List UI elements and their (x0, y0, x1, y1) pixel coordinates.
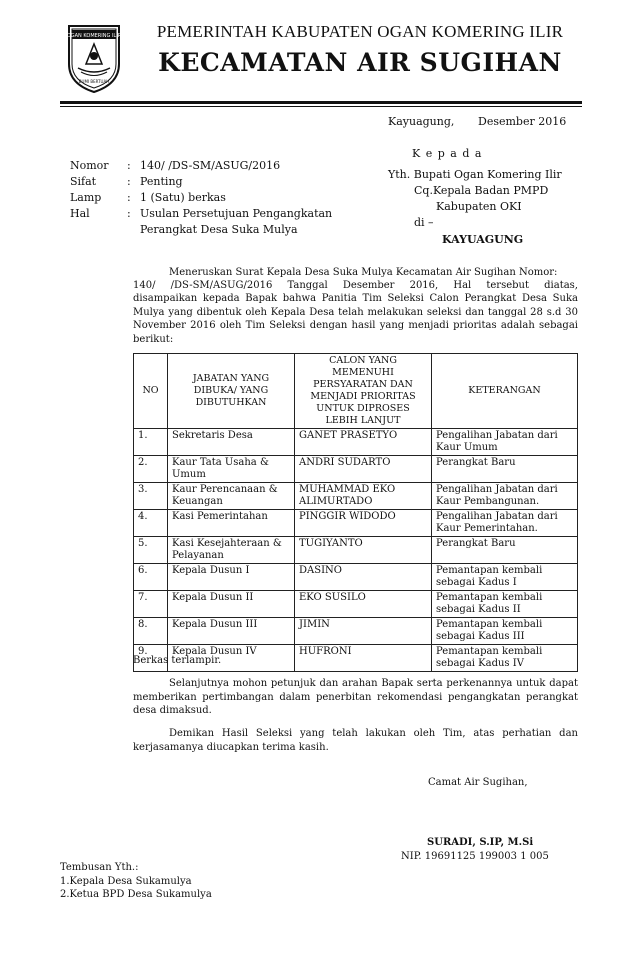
row-keterangan: Pengalihan Jabatan dari Kaur Umum (432, 429, 578, 456)
body-paragraph-1-rest: disampaikan kepada Bapak bahwa Panitia Tim Seleksi Calon Perangkat Desa Suka Mulya yang dibentuk oleh Kepala Desa telah melakukan seleksi dan tanggal 28 s.d 30 November 2016 oleh Tim Seleksi dengan hasil yang menjadi prioritas adalah sebagai berikut: (133, 293, 578, 345)
row-keterangan: Pemantapan kembali sebagai Kadus III (432, 618, 578, 645)
row-jabatan: Kaur Tata Usaha & Umum (168, 456, 295, 483)
row-calon: EKO SUSILO (295, 591, 432, 618)
row-no: 6. (134, 564, 168, 591)
body-paragraph-2: Selanjutnya mohon petunjuk dan arahan Bapak serta perkenannya untuk dapat memberikan pertimbangan dalam penerbitan rekomendasi pengangkatan perangkat desa dimaksud. (133, 678, 578, 716)
table-row (134, 537, 578, 564)
recipient-cq: Cq.Kepala Badan PMPD (414, 184, 549, 197)
row-keterangan: Pemantapan kembali sebagai Kadus II (432, 591, 578, 618)
row-no: 5. (134, 537, 168, 564)
recipient-city: KAYUAGUNG (442, 233, 524, 246)
logo-top-text: OGAN KOMERING ILIR (66, 33, 122, 39)
table-row (134, 483, 578, 510)
row-calon: ANDRI SUDARTO (295, 456, 432, 483)
recipient-yth: Yth. Bupati Ogan Komering Ilir (388, 168, 562, 181)
header-jabatan: JABATAN YANG DIBUKA/ YANG DIBUTUHKAN (168, 354, 295, 429)
signatory-nip: NIP. 19691125 199003 1 005 (401, 851, 549, 862)
header-rule-thick (60, 101, 582, 104)
row-no: 9. (134, 645, 168, 672)
cc-title: Tembusan Yth.: (60, 862, 139, 873)
row-no: 2. (134, 456, 168, 483)
row-calon: PINGGIR WIDODO (295, 510, 432, 537)
header-no: NO (134, 354, 168, 429)
government-name: PEMERINTAH KABUPATEN OGAN KOMERING ILIR (156, 22, 564, 41)
header-calon: CALON YANG MEMENUHI PERSYARATAN DAN MENJADI PRIORITAS UNTUK DIPROSES LEBIH LANJUT (295, 354, 432, 429)
row-jabatan: Kepala Dusun I (168, 564, 295, 591)
row-calon: JIMIN (295, 618, 432, 645)
table-row (134, 456, 578, 483)
row-no: 4. (134, 510, 168, 537)
row-calon: GANET PRASETYO (295, 429, 432, 456)
row-jabatan: Kaur Perencanaan & Keuangan (168, 483, 295, 510)
row-calon: HUFRONI (295, 645, 432, 672)
table-row (134, 510, 578, 537)
table-row (134, 591, 578, 618)
row-no: 3. (134, 483, 168, 510)
table-header-row (134, 354, 578, 429)
table-row (134, 618, 578, 645)
row-keterangan: Pemantapan kembali sebagai Kadus I (432, 564, 578, 591)
row-no: 8. (134, 618, 168, 645)
logo-bottom-text: BUMI BERTUAH (78, 79, 110, 84)
recipient-di: di – (414, 216, 434, 229)
row-jabatan: Kepala Dusun IV (168, 645, 295, 672)
row-keterangan: Pemantapan kembali sebagai Kadus IV (432, 645, 578, 672)
candidate-table (133, 353, 578, 672)
row-calon: TUGIYANTO (295, 537, 432, 564)
letter-date: Desember 2016 (478, 115, 567, 128)
row-keterangan: Pengalihan Jabatan dari Kaur Pemerintahan. (432, 510, 578, 537)
signatory-name: SURADI, S.IP, M.Si (427, 837, 534, 848)
cc-item: 1.Kepala Desa Sukamulya (60, 876, 192, 887)
cc-item: 2.Ketua BPD Desa Sukamulya (60, 889, 212, 900)
header-keterangan: KETERANGAN (432, 354, 578, 429)
regency-logo (63, 20, 125, 94)
signature-closing: Camat Air Sugihan, (428, 777, 528, 788)
row-keterangan: Perangkat Baru (432, 456, 578, 483)
row-calon: MUHAMMAD EKO ALIMURTADO (295, 483, 432, 510)
letter-place: Kayuagung, (388, 115, 455, 128)
body-paragraph-1-line1: Meneruskan Surat Kepala Desa Suka Mulya Kecamatan Air Sugihan Nomor: (169, 267, 558, 278)
row-no: 7. (134, 591, 168, 618)
recipient-kabupaten: Kabupaten OKI (436, 200, 522, 213)
body-paragraph-1-line2: 140/ /DS-SM/ASUG/2016 Tanggal Desember 2016, Hal tersebut diatas, (133, 280, 578, 291)
row-jabatan: Kasi Kesejahteraan & Pelayanan (168, 537, 295, 564)
row-calon: DASINO (295, 564, 432, 591)
body-paragraph-3: Demikan Hasil Seleksi yang telah lakukan oleh Tim, atas perhatian dan kerjasamanya diucapkan terima kasih. (133, 728, 578, 753)
header-rule-thin (60, 106, 582, 107)
district-name: KECAMATAN AIR SUGIHAN (158, 48, 562, 77)
row-jabatan: Kasi Pemerintahan (168, 510, 295, 537)
row-jabatan: Kepala Dusun II (168, 591, 295, 618)
row-jabatan: Sekretaris Desa (168, 429, 295, 456)
row-keterangan: Perangkat Baru (432, 537, 578, 564)
meta-hal-line2: Perangkat Desa Suka Mulya (140, 223, 298, 236)
table-row (134, 429, 578, 456)
attachment-note: Berkas terlampir. (133, 655, 222, 666)
table-row (134, 564, 578, 591)
recipient-kepada: K e p a d a (412, 147, 483, 160)
row-no: 1. (134, 429, 168, 456)
row-jabatan: Kepala Dusun III (168, 618, 295, 645)
row-keterangan: Pengalihan Jabatan dari Kaur Pembangunan. (432, 483, 578, 510)
